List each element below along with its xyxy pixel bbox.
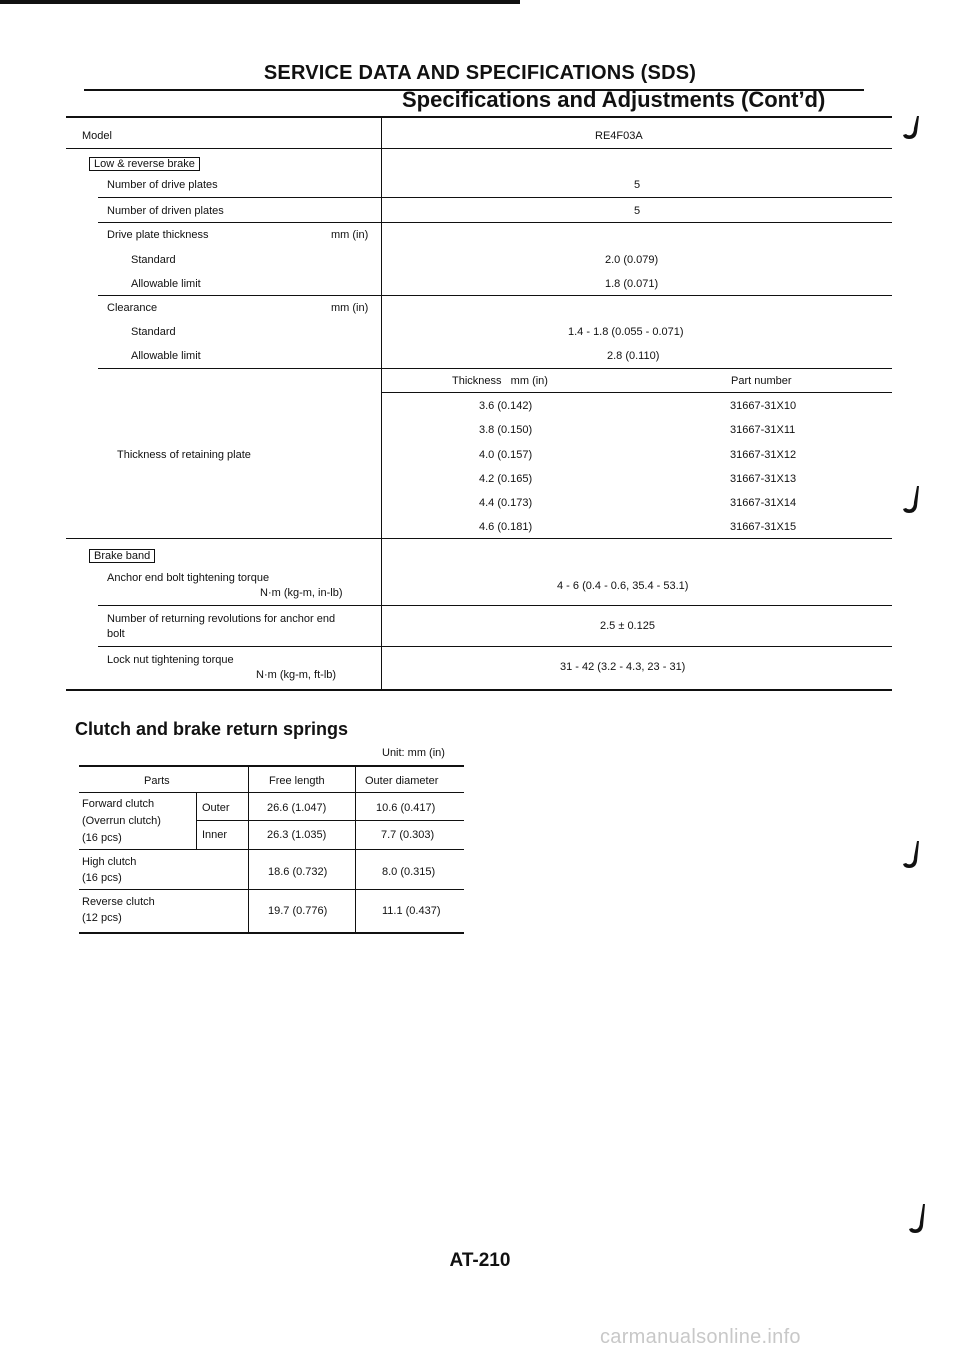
clearance-allowable-label: Allowable limit [131, 350, 201, 362]
forward-clutch-label: Forward clutch [82, 798, 155, 810]
forward-qty-label: (16 pcs) [82, 832, 122, 844]
binding-mark-icon [900, 839, 924, 871]
drive-plate-thickness-unit: mm (in) [331, 229, 369, 241]
clearance-unit: mm (in) [331, 302, 369, 314]
clearance-standard-value: 1.4 - 1.8 (0.055 - 0.071) [568, 326, 684, 338]
retaining-part: 31667-31X14 [730, 497, 797, 509]
thickness-allowable-label: Allowable limit [131, 278, 201, 290]
retaining-thickness: 4.4 (0.173) [479, 497, 533, 509]
col-outer-diameter-header: Outer diameter [365, 775, 439, 787]
col-free-length-header: Free length [269, 775, 325, 787]
page-number: AT-210 [449, 1250, 511, 1271]
page-header-subtitle: Specifications and Adjustments (Cont’d) [402, 87, 826, 112]
locknut-torque-value: 31 - 42 (3.2 - 4.3, 23 - 31) [560, 661, 686, 673]
thickness-standard-label: Standard [131, 254, 176, 266]
inner-label: Inner [202, 829, 228, 841]
subtitle-rule [66, 116, 892, 118]
fwd-inner-free-length: 26.3 (1.035) [267, 829, 327, 841]
clearance-standard-label: Standard [131, 326, 176, 338]
high-diameter: 8.0 (0.315) [382, 866, 436, 878]
top-border [0, 0, 520, 4]
drive-plates-label: Number of drive plates [107, 179, 218, 191]
high-qty-label: (16 pcs) [82, 872, 122, 884]
retaining-part: 31667-31X10 [730, 400, 797, 412]
binding-mark-icon [900, 114, 924, 142]
col-parts-header: Parts [144, 775, 170, 787]
locknut-torque-label: Lock nut tightening torque [107, 654, 234, 666]
binding-mark-icon [900, 484, 924, 516]
thickness-allowable-value: 1.8 (0.071) [605, 278, 659, 290]
anchor-torque-label: Anchor end bolt tightening torque [107, 572, 270, 584]
retaining-thickness: 4.6 (0.181) [479, 521, 533, 533]
retaining-thickness: 4.0 (0.157) [479, 449, 533, 461]
reverse-diameter: 11.1 (0.437) [382, 905, 441, 917]
retaining-thickness: 4.2 (0.165) [479, 473, 533, 485]
retaining-header-part: Part number [731, 375, 792, 387]
locknut-torque-unit: N·m (kg-m, ft-lb) [256, 669, 337, 681]
springs-unit: Unit: mm (in) [382, 747, 445, 759]
model-value: RE4F03A [595, 130, 643, 142]
returning-revolutions-label-1: Number of returning revolutions for anchor end [107, 613, 336, 625]
reverse-free-length: 19.7 (0.776) [268, 905, 328, 917]
retaining-part: 31667-31X12 [730, 449, 797, 461]
brake-band-heading: Brake band [89, 549, 155, 563]
page-header-title: SERVICE DATA AND SPECIFICATIONS (SDS) [263, 62, 697, 84]
fwd-inner-diameter: 7.7 (0.303) [381, 829, 435, 841]
drive-plate-thickness-label: Drive plate thickness [107, 229, 209, 241]
retaining-thickness: 3.8 (0.150) [479, 424, 533, 436]
returning-revolutions-label-2: bolt [107, 628, 125, 640]
reverse-clutch-label: Reverse clutch [82, 896, 155, 908]
fwd-outer-free-length: 26.6 (1.047) [267, 802, 327, 814]
retaining-thickness: 3.6 (0.142) [479, 400, 533, 412]
driven-plates-label: Number of driven plates [107, 205, 224, 217]
fwd-outer-diameter: 10.6 (0.417) [376, 802, 436, 814]
reverse-qty-label: (12 pcs) [82, 912, 122, 924]
anchor-torque-value: 4 - 6 (0.4 - 0.6, 35.4 - 53.1) [557, 580, 689, 592]
high-free-length: 18.6 (0.732) [268, 866, 328, 878]
retaining-part: 31667-31X11 [730, 424, 796, 436]
low-reverse-brake-heading: Low & reverse brake [89, 157, 200, 171]
model-label: Model [82, 130, 112, 142]
springs-title: Clutch and brake return springs [75, 719, 349, 739]
clearance-allowable-value: 2.8 (0.110) [607, 350, 660, 362]
retaining-part: 31667-31X15 [730, 521, 797, 533]
driven-plates-value: 5 [634, 205, 641, 217]
watermark: carmanualsonline.info [600, 1326, 801, 1348]
high-clutch-label: High clutch [82, 856, 137, 868]
retaining-part: 31667-31X13 [730, 473, 797, 485]
thickness-standard-value: 2.0 (0.079) [605, 254, 659, 266]
retaining-plate-label: Thickness of retaining plate [117, 449, 251, 461]
outer-label: Outer [202, 802, 230, 814]
clearance-label: Clearance [107, 302, 158, 314]
overrun-clutch-label: (Overrun clutch) [82, 815, 161, 827]
returning-revolutions-value: 2.5 ± 0.125 [600, 620, 655, 632]
drive-plates-value: 5 [634, 179, 641, 191]
anchor-torque-unit: N·m (kg-m, in-lb) [260, 587, 343, 599]
binding-mark-icon [906, 1202, 930, 1236]
retaining-header-thickness: Thickness mm (in) [452, 375, 548, 387]
